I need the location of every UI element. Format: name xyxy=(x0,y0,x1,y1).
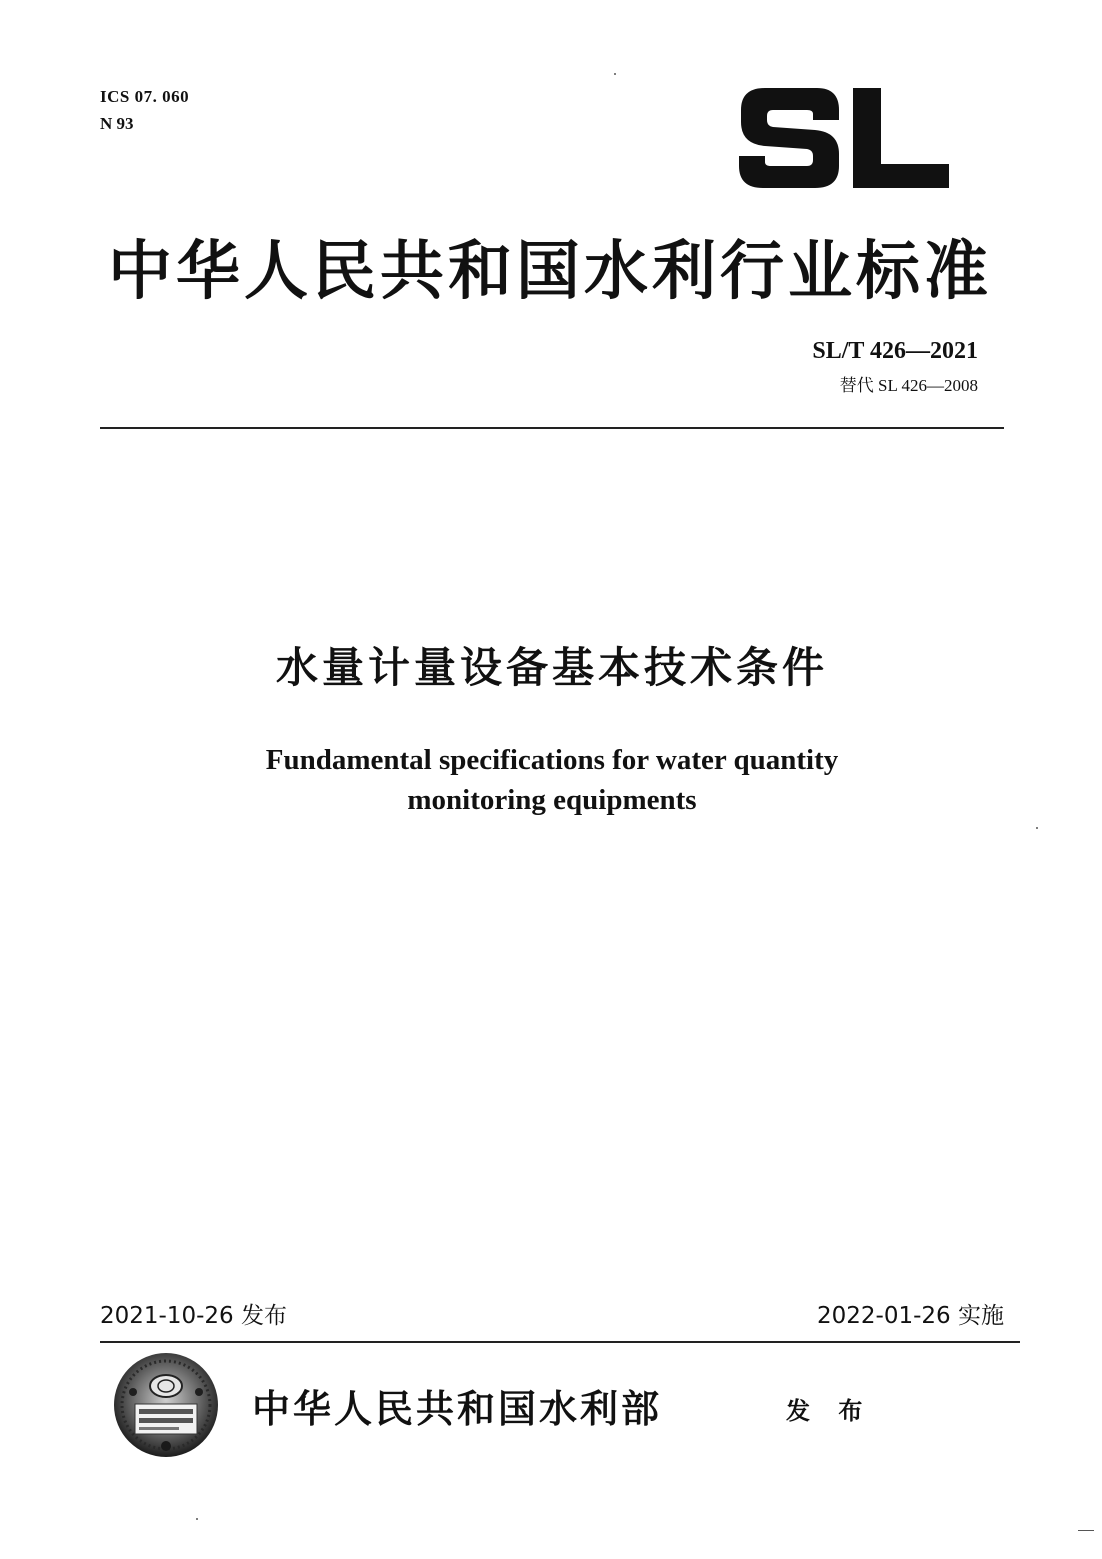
ics-code: ICS 07. 060 xyxy=(100,87,190,106)
issuer-title: 中华人民共和国水利行业标准 xyxy=(108,235,992,309)
publisher-name: 中华人民共和国水利部 xyxy=(252,1387,663,1431)
implementation-date: 2022-01-26 实施 xyxy=(817,1303,1004,1329)
english-title-line-2: monitoring equipments xyxy=(407,784,697,816)
standard-number: SL/T 426—2021 xyxy=(812,338,978,364)
issue-date: 2021-10-26 发布 xyxy=(100,1303,287,1329)
sl-logo xyxy=(731,84,951,194)
anti-counterfeit-seal xyxy=(113,1352,219,1458)
publish-label: 发 布 xyxy=(786,1397,873,1425)
top-divider xyxy=(100,427,1004,429)
ccs-code: N 93 xyxy=(100,114,134,133)
english-title-line-1: Fundamental specifications for water quantity xyxy=(265,744,839,776)
chinese-title: 水量计量设备基本技术条件 xyxy=(275,643,828,692)
replaces-standard: 替代 SL 426—2008 xyxy=(839,376,978,395)
sl-logo-s-glyph xyxy=(739,88,839,188)
english-title xyxy=(150,740,954,820)
bottom-divider xyxy=(100,1341,1020,1343)
sl-logo-l-glyph xyxy=(853,88,949,188)
